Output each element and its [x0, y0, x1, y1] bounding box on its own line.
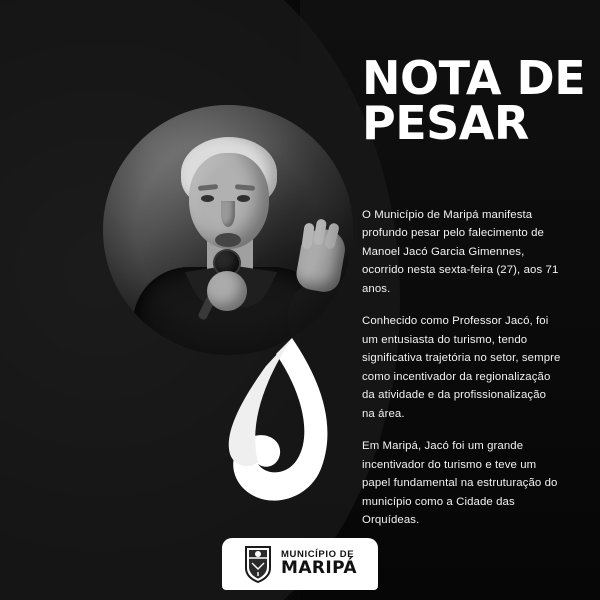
body-copy: [362, 206, 562, 530]
paragraph-3: Em Maripá, Jacó foi um grande incentivador do turismo e teve um papel fundamental na estruturação do município como a Cidade das Orquídeas.: [362, 440, 558, 527]
mourning-ribbon-icon: [196, 330, 356, 510]
paragraph-2: Conhecido como Professor Jacó, foi um entusiasta do turismo, tendo significativa trajetória no setor, sempre como incentivador da regionalização da atividade e da profissionalização na área.: [362, 315, 561, 420]
logo-line-2: MARIPÁ: [281, 558, 357, 579]
municipality-logo: [222, 538, 378, 590]
headline-line-1: NOTA DE: [362, 51, 586, 105]
headline-line-2: PESAR: [362, 96, 529, 151]
portrait-photo: [103, 105, 353, 355]
coat-of-arms-icon: [243, 544, 273, 584]
page-title: [362, 51, 592, 151]
portrait-vignette: [103, 105, 353, 355]
paragraph-1: O Município de Maripá manifesta profundo pesar pelo falecimento de Manoel Jacó Garcia Gimennes, ocorrido nesta sexta-feira (27), aos 71 anos.: [362, 209, 559, 295]
logo-line-1: MUNICÍPIO DE: [281, 549, 355, 561]
logo-text: [281, 550, 357, 578]
